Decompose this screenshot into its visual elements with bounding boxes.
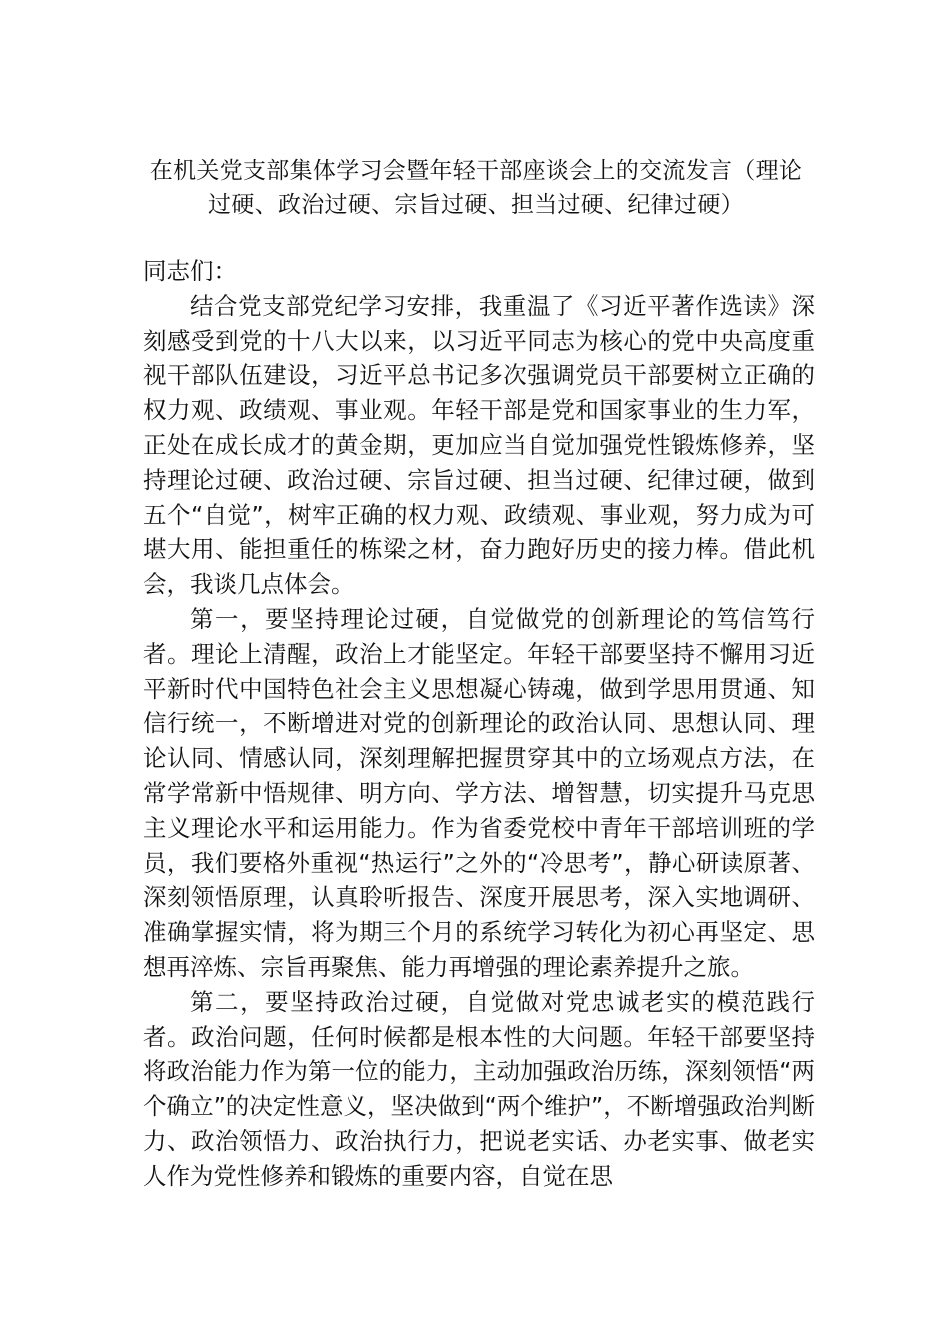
document-body bbox=[143, 254, 815, 1194]
paragraph-first-point: 第一，要坚持理论过硬，自觉做党的创新理论的笃信笃行者。理论上清醒，政治上才能坚定。年轻干部要坚持不懈用习近平新时代中国特色社会主义思想凝心铸魂，做到学思用贯通、知信行统一，不断增进对党的创新理论的政治认同、思想认同、理论认同、情感认同，深刻理解把握贯穿其中的立场观点方法，在常学常新中悟规律、明方向、学方法、增智慧，切实提升马克思主义理论水平和运用能力。作为省委党校中青年干部培训班的学员，我们要格外重视“热运行”之外的“冷思考”，静心研读原著、深刻领悟原理，认真聆听报告、深度开展思考，深入实地调研、准确掌握实情，将为期三个月的系统学习转化为初心再坚定、思想再淬炼、宗旨再聚焦、能力再增强的理论素养提升之旅。 bbox=[143, 604, 815, 981]
document-title: 在机关党支部集体学习会暨年轻干部座谈会上的交流发言（理论过硬、政治过硬、宗旨过硬、担当过硬、纪律过硬） bbox=[149, 158, 803, 218]
salutation: 同志们： bbox=[143, 257, 237, 285]
paragraph-second-point: 第二，要坚持政治过硬，自觉做对党忠诚老实的模范践行者。政治问题，任何时候都是根本性的大问题。年轻干部要坚持将政治能力作为第一位的能力，主动加强政治历练，深刻领悟“两个确立”的决定性意义，坚决做到“两个维护”，不断增强政治判断力、政治领悟力、政治执行力，把说老实话、办老实事、做老实人作为党性修养和锻炼的重要内容，自觉在思 bbox=[143, 987, 815, 1190]
paragraph-intro: 结合党支部党纪学习安排，我重温了《习近平著作选读》深刻感受到党的十八大以来，以习近平同志为核心的党中央高度重视干部队伍建设，习近平总书记多次强调党员干部要树立正确的权力观、政绩观、事业观。年轻干部是党和国家事业的生力军，正处在成长成才的黄金期，更加应当自觉加强党性锻炼修养，坚持理论过硬、政治过硬、宗旨过硬、担当过硬、纪律过硬，做到五个“自觉”，树牢正确的权力观、政绩观、事业观，努力成为可堪大用、能担重任的栋梁之材，奋力跑好历史的接力棒。借此机会，我谈几点体会。 bbox=[143, 291, 815, 599]
